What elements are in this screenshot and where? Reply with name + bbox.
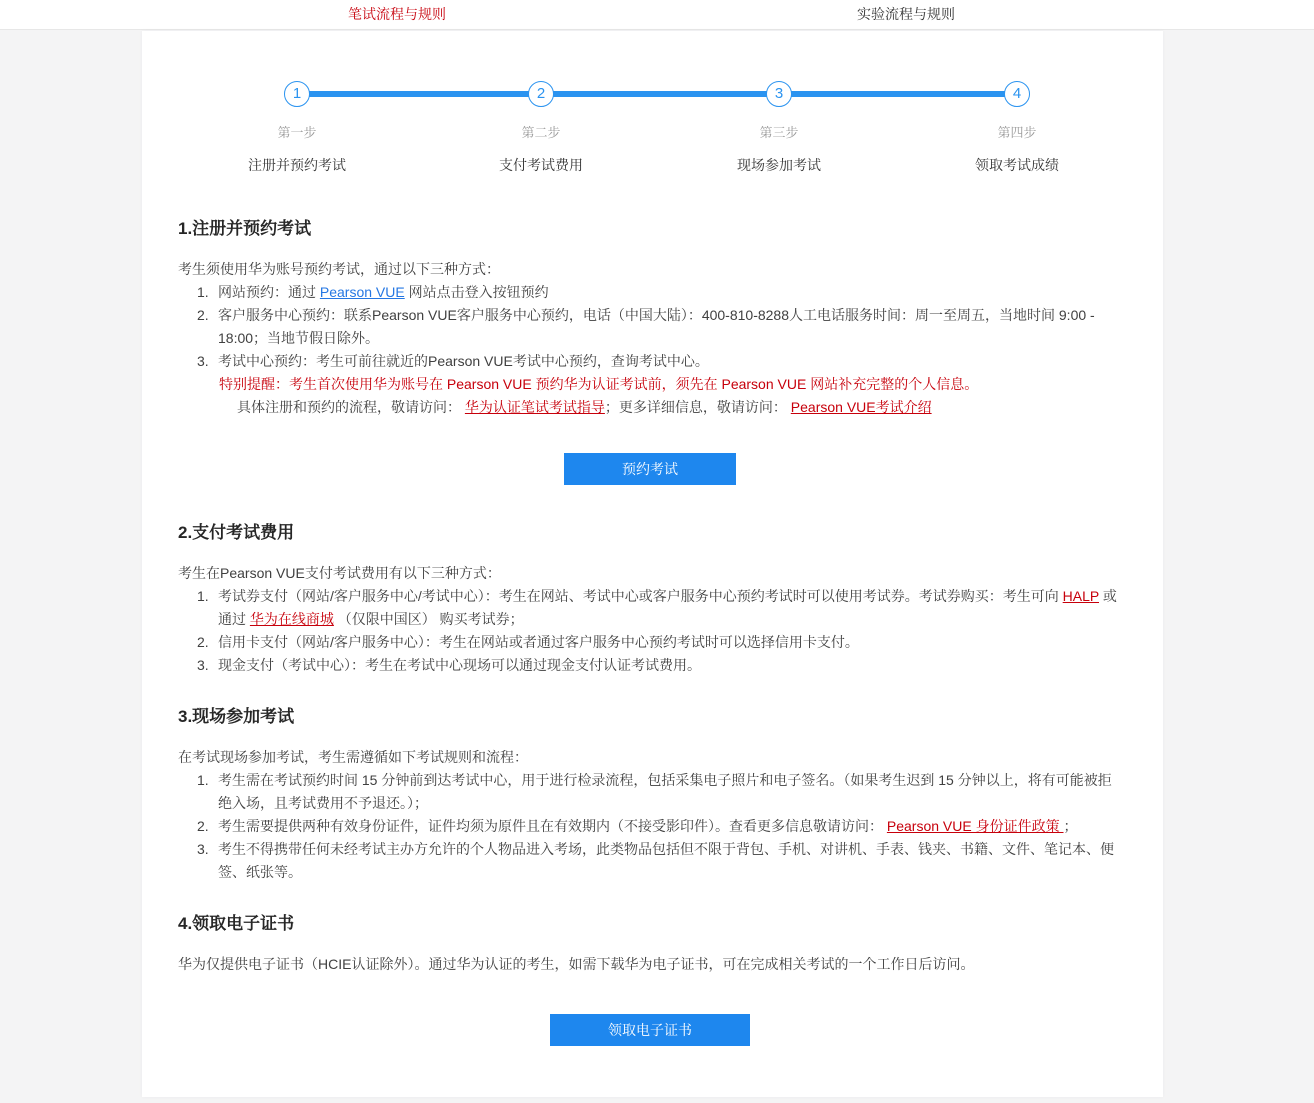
book-exam-button[interactable]: 预约考试 bbox=[564, 453, 736, 485]
section-register-and-book bbox=[178, 217, 1122, 485]
tab-lab-exam-rules[interactable]: 实验流程与规则 bbox=[857, 6, 955, 22]
list-item bbox=[197, 281, 1122, 304]
halp-link[interactable]: HALP bbox=[1062, 588, 1099, 604]
special-reminder-text: 特别提醒：考生首次使用华为账号在 Pearson VUE 预约华为认证考试前，须先在 Pearson VUE 网站补充完整的个人信息。 bbox=[219, 376, 979, 392]
section-2-list bbox=[197, 585, 1122, 677]
progress-stepper bbox=[142, 31, 1163, 217]
step-3-label: 第三步 bbox=[759, 125, 799, 140]
step-2-circle: 2 bbox=[528, 81, 554, 107]
step-1-circle: 1 bbox=[284, 81, 310, 107]
section-3-list bbox=[197, 769, 1122, 884]
more-info-text: 具体注册和预约的流程，敬请访问： bbox=[237, 399, 465, 415]
huawei-online-store-link[interactable]: 华为在线商城 bbox=[249, 611, 334, 627]
step-2-label: 第二步 bbox=[521, 125, 561, 140]
stepper-step-2 bbox=[451, 81, 631, 175]
list-item-text: 考试中心预约：考生可前往就近的Pearson VUE考试中心预约，查询考试中心。 bbox=[218, 353, 709, 369]
step-1-title: 注册并预约考试 bbox=[248, 157, 346, 173]
id-policy-link[interactable]: Pearson VUE 身份证件政策 bbox=[886, 818, 1064, 834]
list-item-text: 客户服务中心预约：联系Pearson VUE客户服务中心预约，电话（中国大陆）：400-810-8288人工电话服务时间：周一至周五，当地时间 9:00 - 18:00；当地节假日除外。 bbox=[218, 307, 1095, 346]
list-item-number: 1. bbox=[197, 772, 209, 788]
more-info-line bbox=[237, 396, 1122, 419]
list-item bbox=[197, 304, 1122, 350]
list-item bbox=[197, 815, 1122, 838]
section-2-intro: 考生在Pearson VUE支付考试费用有以下三种方式： bbox=[178, 565, 501, 581]
list-item bbox=[197, 654, 1122, 677]
list-item-text: （仅限中国区） 购买考试券； bbox=[333, 611, 524, 627]
step-4-circle: 4 bbox=[1004, 81, 1030, 107]
step-4-title: 领取考试成绩 bbox=[975, 157, 1059, 173]
section-2-heading: 2.支付考试费用 bbox=[178, 523, 295, 542]
step-2-title: 支付考试费用 bbox=[499, 157, 583, 173]
section-get-e-certificate bbox=[178, 912, 1122, 1046]
list-item-text: 信用卡支付（网站/客户服务中心）：考生在网站或者通过客户服务中心预约考试时可以选择信用卡支付。 bbox=[218, 634, 859, 650]
list-item bbox=[197, 585, 1122, 631]
list-item-number: 1. bbox=[197, 284, 209, 300]
more-info-text: ；更多详细信息，敬请访问： bbox=[604, 399, 791, 415]
list-item-text: 网站点击登入按钮预约 bbox=[404, 284, 549, 300]
tab-written-exam-rules[interactable]: 笔试流程与规则 bbox=[348, 6, 446, 22]
section-3-heading: 3.现场参加考试 bbox=[178, 707, 295, 726]
list-item-number: 3. bbox=[197, 657, 209, 673]
step-3-circle: 3 bbox=[766, 81, 792, 107]
list-item-number: 1. bbox=[197, 588, 209, 604]
step-1-label: 第一步 bbox=[277, 125, 317, 140]
section-1-heading: 1.注册并预约考试 bbox=[178, 219, 312, 238]
list-item-text: ； bbox=[1063, 818, 1078, 834]
list-item bbox=[197, 838, 1122, 884]
list-item-text: 现金支付（考试中心）：考生在考试中心现场可以通过现金支付认证考试费用。 bbox=[218, 657, 701, 673]
stepper-step-3 bbox=[689, 81, 869, 175]
list-item-text: 考试券支付（网站/客户服务中心/考试中心）：考生在网站、考试中心或客户服务中心预约考试时可以使用考试券。考试券购买：考生可向 bbox=[218, 588, 1063, 604]
list-item-text: 网站预约：通过 bbox=[218, 284, 320, 300]
list-item-number: 3. bbox=[197, 353, 209, 369]
content-card bbox=[142, 31, 1163, 1097]
stepper-track-line bbox=[297, 91, 1017, 97]
list-item-text: 考生需在考试预约时间 15 分钟前到达考试中心，用于进行检录流程，包括采集电子照片和电子签名。（如果考生迟到 15 分钟以上，将有可能被拒绝入场，且考试费用不予退还。）； bbox=[218, 772, 1112, 811]
section-1-intro: 考生须使用华为账号预约考试，通过以下三种方式： bbox=[178, 261, 500, 277]
list-item-number: 2. bbox=[197, 307, 209, 323]
stepper-step-1 bbox=[207, 81, 387, 175]
list-item bbox=[197, 769, 1122, 815]
section-pay-exam-fee bbox=[178, 521, 1122, 677]
list-item-text: 考生需要提供两种有效身份证件，证件均须为原件且在有效期内（不接受影印件）。查看更多信息敬请访问： bbox=[218, 818, 887, 834]
section-1-list bbox=[197, 281, 1122, 419]
section-4-intro: 华为仅提供电子证书（HCIE认证除外）。通过华为认证的考生，如需下载华为电子证书，可在完成相关考试的一个工作日后访问。 bbox=[178, 956, 975, 972]
list-item-number: 2. bbox=[197, 818, 209, 834]
list-item-number: 2. bbox=[197, 634, 209, 650]
section-4-heading: 4.领取电子证书 bbox=[178, 914, 295, 933]
pearson-vue-link[interactable]: Pearson VUE bbox=[319, 284, 405, 300]
page-content bbox=[142, 217, 1163, 1046]
list-item-text: 考生不得携带任何未经考试主办方允许的个人物品进入考场，此类物品包括但不限于背包、手机、对讲机、手表、钱夹、书籍、文件、笔记本、便签、纸张等。 bbox=[218, 841, 1114, 880]
step-4-label: 第四步 bbox=[997, 125, 1037, 140]
top-tab-bar bbox=[0, 0, 1314, 30]
step-3-title: 现场参加考试 bbox=[737, 157, 821, 173]
section-attend-exam-onsite bbox=[178, 705, 1122, 884]
section-3-intro: 在考试现场参加考试，考生需遵循如下考试规则和流程： bbox=[178, 749, 528, 765]
list-item bbox=[197, 350, 1122, 373]
pearson-vue-exam-intro-link[interactable]: Pearson VUE考试介绍 bbox=[790, 399, 932, 415]
list-item bbox=[197, 631, 1122, 654]
stepper-step-4 bbox=[927, 81, 1107, 175]
list-item-number: 3. bbox=[197, 841, 209, 857]
list-item-text: 或通过 bbox=[218, 588, 1117, 627]
written-exam-guide-link[interactable]: 华为认证笔试考试指导 bbox=[464, 399, 605, 415]
get-certificate-button[interactable]: 领取电子证书 bbox=[550, 1014, 750, 1046]
